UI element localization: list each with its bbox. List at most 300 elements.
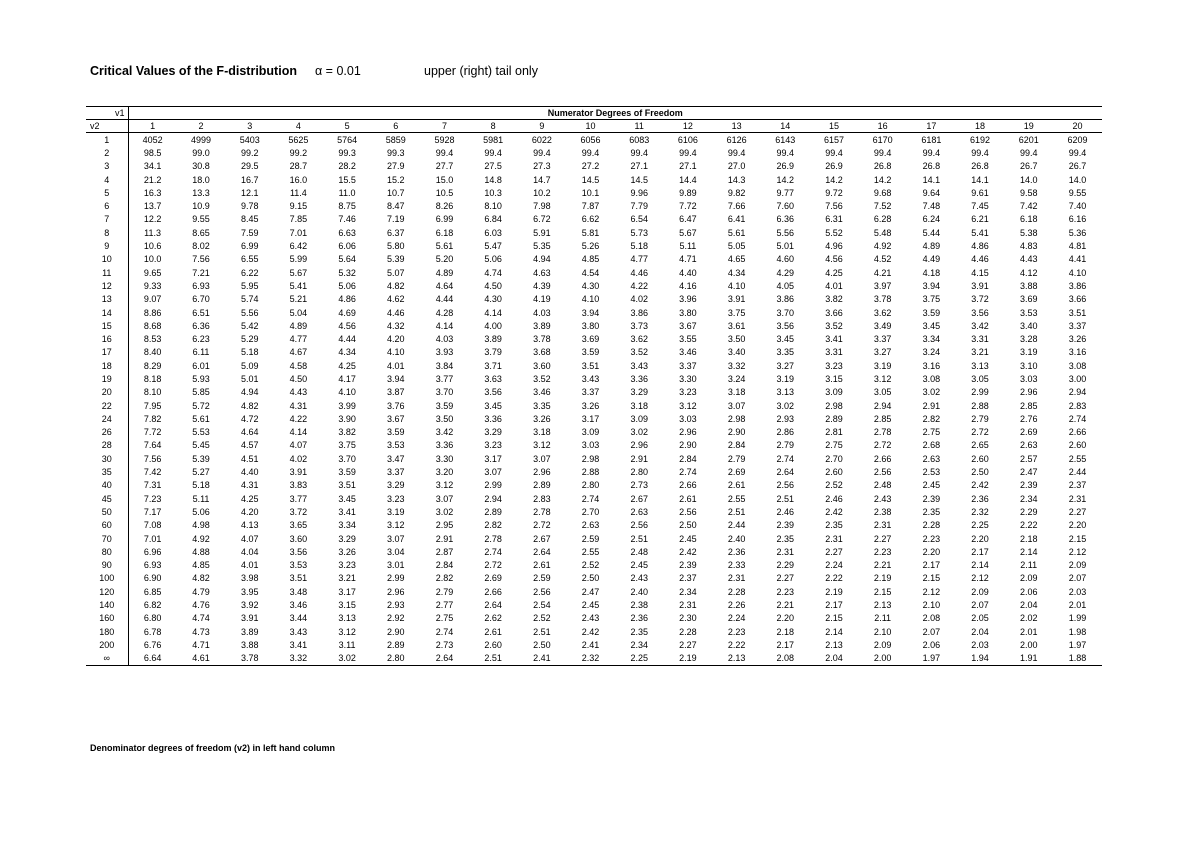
table-cell: 3.13 — [338, 613, 356, 624]
table-cell: 3.43 — [289, 626, 308, 637]
table-cell: 2.20 — [1068, 520, 1087, 531]
table-cell: 4.58 — [289, 360, 308, 371]
table-cell: 2.82 — [922, 413, 941, 424]
table-cell: 3.91 — [289, 467, 308, 478]
table-cell: 3.09 — [825, 387, 843, 398]
table-cell: 2.66 — [679, 480, 697, 491]
table-cell: 3.42 — [435, 427, 454, 438]
column-header: 4 — [274, 120, 323, 133]
row-header-v2: 2 — [86, 146, 128, 159]
table-cell: 5.72 — [192, 400, 210, 411]
table-cell: 3.45 — [776, 334, 795, 345]
row-header-v2: 1 — [86, 133, 128, 147]
table-cell: 3.35 — [776, 347, 795, 358]
table-cell: 5.05 — [727, 241, 746, 252]
table-cell: 3.90 — [338, 413, 356, 424]
table-cell: 14.1 — [922, 174, 941, 185]
table-cell: 3.21 — [971, 347, 989, 358]
table-cell: 3.12 — [679, 400, 697, 411]
table-cell: 3.02 — [776, 400, 795, 411]
table-cell: 2.84 — [727, 440, 746, 451]
table-cell: 14.3 — [727, 174, 746, 185]
table-cell: 4.50 — [289, 373, 308, 384]
table-cell: 3.49 — [873, 320, 892, 331]
table-cell: 3.52 — [825, 320, 843, 331]
table-cell: 9.58 — [1019, 187, 1038, 198]
table-cell: 4.03 — [533, 307, 551, 318]
table-cell: 4.89 — [435, 267, 454, 278]
table-cell: 5.47 — [484, 241, 502, 252]
table-cell: 4.73 — [192, 626, 210, 637]
table-cell: 28.2 — [338, 161, 356, 172]
table-cell: 2.64 — [484, 600, 502, 611]
table-cell: 2.26 — [727, 600, 746, 611]
table-cell: 3.23 — [387, 493, 405, 504]
table-cell: 4.82 — [192, 573, 210, 584]
table-cell: 3.19 — [776, 373, 795, 384]
table-cell: 2.78 — [873, 427, 892, 438]
table-cell: 4.10 — [581, 294, 600, 305]
table-cell: 5.09 — [240, 360, 259, 371]
table-cell: 2.74 — [679, 467, 697, 478]
table-cell: 4.85 — [581, 254, 600, 265]
table-cell: 3.04 — [387, 546, 405, 557]
column-header: 3 — [225, 120, 274, 133]
table-cell: 2.66 — [1068, 427, 1087, 438]
table-cell: 8.29 — [143, 360, 162, 371]
table-cell: 2.56 — [630, 520, 648, 531]
table-cell: 3.99 — [338, 400, 356, 411]
table-cell: 14.4 — [679, 174, 697, 185]
table-cell: 13.3 — [192, 187, 210, 198]
table-cell: 2.76 — [1019, 413, 1038, 424]
table-cell: 4.89 — [922, 241, 941, 252]
table-cell: 3.53 — [1019, 307, 1038, 318]
table-cell: 2.25 — [971, 520, 989, 531]
table-cell: 27.1 — [679, 161, 697, 172]
table-cell: 7.66 — [727, 201, 746, 212]
table-cell: 7.31 — [143, 480, 162, 491]
table-cell: 2.35 — [630, 626, 648, 637]
table-cell: 99.2 — [289, 147, 308, 158]
table-cell: 7.87 — [581, 201, 600, 212]
table-cell: 14.0 — [1068, 174, 1087, 185]
table-cell: 4.40 — [679, 267, 697, 278]
table-cell: 2.96 — [1019, 387, 1038, 398]
table-cell: 4.61 — [177, 652, 226, 666]
table-cell: 2.22 — [1019, 520, 1038, 531]
table-cell: 4.62 — [387, 294, 405, 305]
table-cell: 7.19 — [387, 214, 405, 225]
table-cell: 5.38 — [1019, 227, 1038, 238]
table-cell: 3.23 — [484, 440, 502, 451]
table-cell: 6.06 — [338, 241, 356, 252]
table-cell: 2.44 — [727, 520, 746, 531]
table-cell: 26.9 — [776, 161, 795, 172]
table-cell: 2.28 — [727, 586, 746, 597]
table-cell: 5.18 — [192, 480, 210, 491]
table-cell: 3.09 — [630, 413, 648, 424]
table-cell: 2.07 — [922, 626, 941, 637]
table-cell: 2.13 — [825, 639, 843, 650]
table-cell: 2.51 — [469, 652, 518, 666]
row-header-v2: 17 — [86, 346, 128, 359]
table-cell: 2.31 — [873, 520, 892, 531]
table-cell: 2.72 — [484, 560, 502, 571]
table-row — [86, 452, 1102, 465]
table-row — [86, 293, 1102, 306]
table-cell: 3.37 — [1068, 320, 1087, 331]
table-cell: 3.37 — [581, 387, 600, 398]
table-cell: 2.60 — [484, 639, 502, 650]
table-cell: 4.21 — [873, 267, 892, 278]
table-cell: 2.61 — [484, 626, 502, 637]
column-header-row — [86, 120, 1102, 133]
table-cell: 3.43 — [630, 360, 648, 371]
row-header-v2: 3 — [86, 160, 128, 173]
table-cell: 4.14 — [435, 320, 454, 331]
table-cell: 7.72 — [679, 201, 697, 212]
table-cell: 8.65 — [192, 227, 210, 238]
table-cell: 3.13 — [971, 360, 989, 371]
table-cell: 6.54 — [630, 214, 648, 225]
table-row — [86, 306, 1102, 319]
table-cell: 2.22 — [825, 573, 843, 584]
column-header: 6 — [371, 120, 420, 133]
table-cell: 8.10 — [484, 201, 502, 212]
table-cell: 9.78 — [240, 201, 259, 212]
table-cell: 5.27 — [192, 467, 210, 478]
table-cell: 2.65 — [971, 440, 989, 451]
table-row — [86, 253, 1102, 266]
table-row — [86, 532, 1102, 545]
table-cell: 3.75 — [338, 440, 356, 451]
row-header-v2: 20 — [86, 386, 128, 399]
table-row — [86, 585, 1102, 598]
table-cell: 99.4 — [533, 147, 551, 158]
table-cell: 2.19 — [664, 652, 713, 666]
table-cell: 14.0 — [1019, 174, 1038, 185]
table-row — [86, 186, 1102, 199]
table-cell: 3.05 — [873, 387, 892, 398]
table-cell: 2.35 — [776, 533, 795, 544]
table-cell: 98.5 — [143, 147, 162, 158]
table-cell: 16.3 — [143, 187, 162, 198]
table-cell: 4.07 — [289, 440, 308, 451]
table-cell: 5.18 — [630, 241, 648, 252]
table-cell: 2.54 — [533, 600, 551, 611]
table-cell: 2.07 — [1068, 573, 1087, 584]
table-cell: 3.26 — [338, 546, 356, 557]
table-cell: 4.57 — [240, 440, 259, 451]
table-cell: 5.73 — [630, 227, 648, 238]
table-cell: 4.43 — [1019, 254, 1038, 265]
table-cell: 2.74 — [435, 626, 454, 637]
table-cell: 2.75 — [825, 440, 843, 451]
table-cell: 3.77 — [289, 493, 308, 504]
table-cell: 4.31 — [289, 400, 308, 411]
table-cell: 6.18 — [435, 227, 454, 238]
table-cell: 27.5 — [484, 161, 502, 172]
table-row — [86, 213, 1102, 226]
table-cell: 3.96 — [679, 294, 697, 305]
table-cell: 2.99 — [387, 573, 405, 584]
table-cell: 2.29 — [776, 560, 795, 571]
table-cell: 2.89 — [825, 413, 843, 424]
table-cell: 26.8 — [971, 161, 989, 172]
table-cell: 3.31 — [971, 334, 989, 345]
table-cell: 5.61 — [192, 413, 210, 424]
table-cell: 4.56 — [825, 254, 843, 265]
table-cell: 6.70 — [192, 294, 210, 305]
table-cell: 3.51 — [581, 360, 600, 371]
row-header-v2: 4 — [86, 173, 128, 186]
table-cell: 4.25 — [338, 360, 356, 371]
table-cell: 6.82 — [143, 600, 162, 611]
table-cell: 8.86 — [143, 307, 162, 318]
table-cell: 4.25 — [240, 493, 259, 504]
table-cell: 2.23 — [873, 546, 892, 557]
row-header-v2: 30 — [86, 452, 128, 465]
table-cell: 4.79 — [192, 586, 210, 597]
table-cell: 3.11 — [338, 639, 356, 650]
table-cell: 2.41 — [518, 652, 567, 666]
table-cell: 6.36 — [192, 320, 210, 331]
table-cell: 2.27 — [873, 533, 892, 544]
table-cell: 7.21 — [192, 267, 210, 278]
table-cell: 2.22 — [727, 639, 746, 650]
table-cell: 4.74 — [484, 267, 502, 278]
table-cell: 9.89 — [679, 187, 697, 198]
row-header-v2: ∞ — [86, 652, 128, 666]
table-row — [86, 412, 1102, 425]
table-cell: 4.50 — [484, 280, 502, 291]
table-cell: 3.53 — [289, 560, 308, 571]
column-header: 20 — [1053, 120, 1102, 133]
table-cell: 4.83 — [1019, 241, 1038, 252]
table-cell: 2.55 — [727, 493, 746, 504]
table-cell: 3.95 — [240, 586, 259, 597]
table-cell: 3.94 — [387, 373, 405, 384]
row-header-v2: 35 — [86, 465, 128, 478]
table-cell: 3.27 — [873, 347, 892, 358]
table-cell: 2.10 — [873, 626, 892, 637]
table-cell: 3.53 — [387, 440, 405, 451]
column-header: 9 — [518, 120, 567, 133]
table-cell: 6.51 — [192, 307, 210, 318]
table-cell: 5981 — [483, 134, 504, 145]
table-cell: 14.7 — [533, 174, 551, 185]
table-cell: 9.82 — [727, 187, 746, 198]
table-cell: 14.2 — [776, 174, 795, 185]
table-cell: 2.31 — [776, 546, 795, 557]
table-cell: 3.68 — [533, 347, 551, 358]
table-cell: 3.32 — [727, 360, 746, 371]
table-cell: 2.74 — [1068, 413, 1087, 424]
table-cell: 2.12 — [971, 573, 989, 584]
table-cell: 4.98 — [192, 520, 210, 531]
table-cell: 2.04 — [810, 652, 859, 666]
row-header-v2: 28 — [86, 439, 128, 452]
table-cell: 27.7 — [435, 161, 454, 172]
table-cell: 2.30 — [679, 613, 697, 624]
table-cell: 6.36 — [776, 214, 795, 225]
table-cell: 2.73 — [630, 480, 648, 491]
table-cell: 6.11 — [192, 347, 210, 358]
table-cell: 4.20 — [387, 334, 405, 345]
table-row — [86, 612, 1102, 625]
table-cell: 3.46 — [289, 600, 308, 611]
table-cell: 4.17 — [338, 373, 356, 384]
table-cell: 3.83 — [289, 480, 308, 491]
table-cell: 26.8 — [873, 161, 892, 172]
table-cell: 14.8 — [484, 174, 502, 185]
table-row — [86, 572, 1102, 585]
table-cell: 2.92 — [387, 613, 405, 624]
table-cell: 3.47 — [387, 453, 405, 464]
table-cell: 2.17 — [776, 639, 795, 650]
table-cell: 4.40 — [240, 467, 259, 478]
table-cell: 4999 — [191, 134, 212, 145]
table-cell: 5.61 — [435, 241, 454, 252]
table-cell: 2.03 — [971, 639, 989, 650]
row-header-v2: 22 — [86, 399, 128, 412]
table-cell: 99.4 — [727, 147, 746, 158]
table-cell: 2.27 — [679, 639, 697, 650]
table-cell: 2.42 — [581, 626, 600, 637]
table-cell: 3.82 — [338, 427, 356, 438]
table-cell: 3.19 — [387, 506, 405, 517]
table-cell: 15.5 — [338, 174, 356, 185]
table-cell: 5.39 — [387, 254, 405, 265]
table-cell: 27.9 — [387, 161, 405, 172]
table-cell: 2.81 — [825, 427, 843, 438]
table-cell: 2.52 — [533, 613, 551, 624]
table-cell: 2.29 — [1019, 506, 1038, 517]
column-header: 16 — [858, 120, 907, 133]
table-cell: 2.31 — [1068, 493, 1087, 504]
table-cell: 11.3 — [144, 227, 162, 238]
table-cell: 1.91 — [1004, 652, 1053, 666]
table-cell: 2.95 — [435, 520, 454, 531]
table-cell: 6192 — [970, 134, 991, 145]
table-cell: 2.98 — [581, 453, 600, 464]
table-row — [86, 598, 1102, 611]
table-cell: 2.48 — [873, 480, 892, 491]
table-cell: 8.75 — [338, 201, 356, 212]
table-cell: 5.80 — [387, 241, 405, 252]
table-cell: 1.94 — [956, 652, 1005, 666]
table-cell: 2.17 — [922, 560, 941, 571]
table-cell: 5.85 — [192, 387, 210, 398]
table-cell: 2.46 — [825, 493, 843, 504]
table-cell: 2.70 — [825, 453, 843, 464]
table-cell: 6143 — [775, 134, 796, 145]
table-cell: 2.45 — [679, 533, 697, 544]
table-cell: 2.72 — [971, 427, 989, 438]
table-cell: 2.24 — [825, 560, 843, 571]
table-cell: 5.52 — [825, 227, 843, 238]
table-cell: 3.86 — [776, 294, 795, 305]
row-header-v2: 40 — [86, 479, 128, 492]
table-cell: 27.0 — [727, 161, 746, 172]
table-cell: 6.96 — [143, 546, 162, 557]
table-cell: 2.98 — [727, 413, 746, 424]
table-cell: 12.2 — [143, 214, 162, 225]
table-cell: 10.0 — [143, 254, 162, 265]
table-cell: 2.85 — [1019, 400, 1038, 411]
table-cell: 3.26 — [581, 400, 600, 411]
table-cell: 3.30 — [679, 373, 697, 384]
table-cell: 3.31 — [825, 347, 843, 358]
table-cell: 6126 — [726, 134, 747, 145]
table-cell: 7.82 — [143, 413, 162, 424]
table-cell: 99.4 — [630, 147, 648, 158]
table-cell: 3.78 — [873, 294, 892, 305]
table-cell: 3.45 — [338, 493, 356, 504]
table-cell: 4.44 — [435, 294, 454, 305]
table-cell: 2.96 — [533, 467, 551, 478]
table-cell: 3.60 — [289, 533, 308, 544]
table-cell: 4.01 — [825, 280, 843, 291]
table-cell: 3.42 — [971, 320, 989, 331]
table-cell: 7.42 — [1019, 201, 1038, 212]
table-cell: 2.27 — [825, 546, 843, 557]
table-cell: 2.20 — [922, 546, 941, 557]
table-cell: 99.4 — [873, 147, 892, 158]
table-cell: 3.56 — [484, 387, 502, 398]
table-cell: 8.10 — [143, 387, 162, 398]
table-cell: 5.26 — [581, 241, 600, 252]
table-cell: 3.52 — [533, 373, 551, 384]
table-cell: 4.14 — [289, 427, 308, 438]
table-cell: 3.29 — [387, 480, 405, 491]
table-cell: 28.7 — [289, 161, 308, 172]
v2-label: v2 — [86, 120, 128, 133]
table-cell: 6022 — [531, 134, 552, 145]
table-cell: 2.08 — [761, 652, 810, 666]
table-cell: 4.64 — [240, 427, 259, 438]
table-cell: 11.4 — [289, 187, 307, 198]
table-cell: 3.98 — [240, 573, 259, 584]
table-cell: 3.07 — [435, 493, 454, 504]
table-cell: 3.59 — [435, 400, 454, 411]
table-cell: 3.51 — [338, 480, 356, 491]
table-cell: 2.38 — [873, 506, 892, 517]
table-cell: 3.40 — [727, 347, 746, 358]
table-cell: 2.79 — [776, 440, 795, 451]
alpha-level: α = 0.01 — [314, 64, 361, 78]
table-cell: 2.28 — [922, 520, 941, 531]
table-cell: 3.75 — [727, 307, 746, 318]
table-row — [86, 652, 1102, 666]
table-cell: 2.89 — [484, 506, 502, 517]
table-cell: 4.18 — [922, 267, 941, 278]
table-cell: 3.34 — [922, 334, 941, 345]
table-cell: 5.95 — [240, 280, 259, 291]
table-cell: 6.72 — [533, 214, 551, 225]
row-header-v2: 160 — [86, 612, 128, 625]
table-cell: 3.15 — [338, 600, 356, 611]
table-cell: 6.90 — [143, 573, 162, 584]
table-cell: 3.09 — [581, 427, 600, 438]
table-cell: 2.14 — [971, 560, 989, 571]
table-cell: 2.59 — [581, 533, 600, 544]
table-cell: 5.29 — [240, 334, 259, 345]
table-cell: 4.03 — [435, 334, 454, 345]
table-cell: 5.06 — [484, 254, 502, 265]
table-cell: 3.66 — [825, 307, 843, 318]
